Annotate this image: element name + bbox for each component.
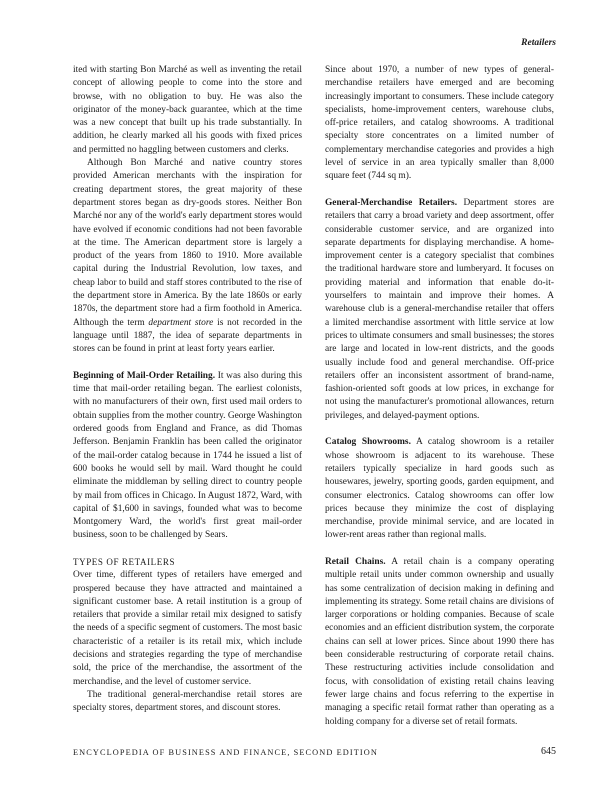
run-in-heading-mail-order: Beginning of Mail-Order Retailing. (73, 370, 216, 381)
paragraph (325, 436, 554, 542)
paragraph: The traditional general-merchandise retail stores are specialty stores, department stores, and discount stores. (73, 689, 302, 714)
run-in-heading-catalog: Catalog Showrooms. (325, 437, 411, 448)
paragraph (73, 157, 302, 356)
paragraph (325, 556, 554, 729)
section-heading: TYPES OF RETAILERS (73, 556, 176, 567)
paragraph-text: is not recorded in the language until 1887, the idea of separate departments in stores can be found in print at least forty years earlier. (73, 317, 303, 355)
paragraph-text: A catalog showroom is a retailer whose showroom is adjacent to its warehouse. These retailers typically specialize in hard goods such as housewares, jewelry, sporting goods, garden equipment, and consumer electronics. Catalog showrooms can offer low prices because they minimize the cost of displaying merchandise, provide minimal service, and are located in lower-rent areas rather than regional malls. (325, 437, 554, 541)
paragraph (325, 197, 554, 423)
page-number: 645 (541, 746, 556, 757)
footer-publication: ENCYCLOPEDIA OF BUSINESS AND FINANCE, SECOND EDITION (73, 748, 378, 757)
paragraph: ited with starting Bon Marché as well as inventing the retail concept of allowing people to come into the store and browse, with no obligation to buy. He was also the originator of the money-back guarantee, which at the time was a new concept that built up his trade substantially. In addition, he clearly marked all his goods with fixed prices and permitted no haggling between customers and clerks. (73, 65, 302, 155)
run-in-heading-chains: Retail Chains. (325, 556, 386, 567)
left-column (73, 64, 302, 716)
run-in-heading-general: General-Merchandise Retailers. (325, 197, 458, 208)
paragraph-text: It was also during this time that mail-order retailing began. The earliest colonists, with no manufacturers of their own, first used mail orders to obtain supplies from the mother country. George Washington ordered goods from England and France, as did Thomas Jefferson. Benjamin Franklin has been called the originator of the mail-order catalog because in 1744 he issued a list of 600 books he would sell by mail. Ward thought he could eliminate the middleman by selling direct to country people by mail from offices in Chicago. In August 1872, Ward, with capital of $1,600 in savings, founded what was to become Montgomery Ward, the world's first great mail-order business, soon to be challenged by Sears. (73, 370, 302, 541)
paragraph: Over time, different types of retailers have emerged and prospered because they have attracted and maintained a significant customer base. A retail institution is a group of retailers that provide a similar retail mix designed to satisfy the needs of a specific segment of customers. The most basic characteristic of a retailer is its retail mix, which include decisions and strategies regarding the type of merchandise sold, the price of the merchandise, the assortment of the merchandise, and the level of customer service. (73, 570, 302, 687)
paragraph (73, 370, 302, 543)
paragraph-text: Although Bon Marché and native country stores provided American merchants with the inspiration for creating department stores, the great majority of these department stores began as dry-goods stores. Neither Bon Marché nor any of the world's early department stores would have evolved if economic conditions had not been favorable at the time. The American department store is largely a product of the years from 1860 to 1910. More available capital during the Industrial Revolution, low taxes, and cheap labor to build and staff stores contributed to the rise of the department store in America. By the late 1860s or early 1870s, the department store had a firm foothold in America. Although the term (73, 158, 302, 328)
paragraph-text: A retail chain is a company operating multiple retail units under common ownership and usually has some centralization of decision making in defining and implementing its strategy. Some retail chains are divisions of larger corporations or holding companies. Because of scale economies and an efficient distribution system, the corporate chains can sell at lower prices. Since about 1990 there has been considerable restructuring of corporate retail chains. These restructuring activities include consolidation and focus, with consolidation of existing retail chains leaving fewer large chains and focus referring to the expertise in managing a specific retail format rather than operating as a holding company for a diverse set of retail formats. (325, 556, 555, 727)
paragraph: Since about 1970, a number of new types of general-merchandise retailers have emerged and are becoming increasingly important to consumers. These include category specialists, home-improvement centers, warehouse clubs, off-price retailers, and catalog showrooms. A traditional specialty store concentrates on a limited number of complementary merchandise categories and provides a high level of service in an area typically smaller than 8,000 square feet (744 sq m). (325, 65, 554, 182)
italic-term: department store (148, 317, 214, 328)
paragraph-text: Department stores are retailers that carry a broad variety and deep assortment, offer considerable customer service, and are organized into separate departments for displaying merchandise. A home-improvement center is a category specialist that combines the traditional hardware store and lumberyard. It focuses on providing material and information that enable do-it-yourselfers to maintain and improve their homes. A warehouse club is a general-merchandise retailer that offers a limited merchandise assortment with little service at low prices to ultimate consumers and small businesses; the stores are large and located in low-rent districts, and the goods usually include food and general merchandise. Off-price retailers offer an inconsistent assortment of brand-name, fashion-oriented soft goods at low prices, in exchange for not using the manufacturer's promotional allowances, return privileges, and delayed-payment options. (325, 197, 555, 421)
right-column (325, 64, 554, 729)
running-head: Retailers (521, 38, 556, 48)
